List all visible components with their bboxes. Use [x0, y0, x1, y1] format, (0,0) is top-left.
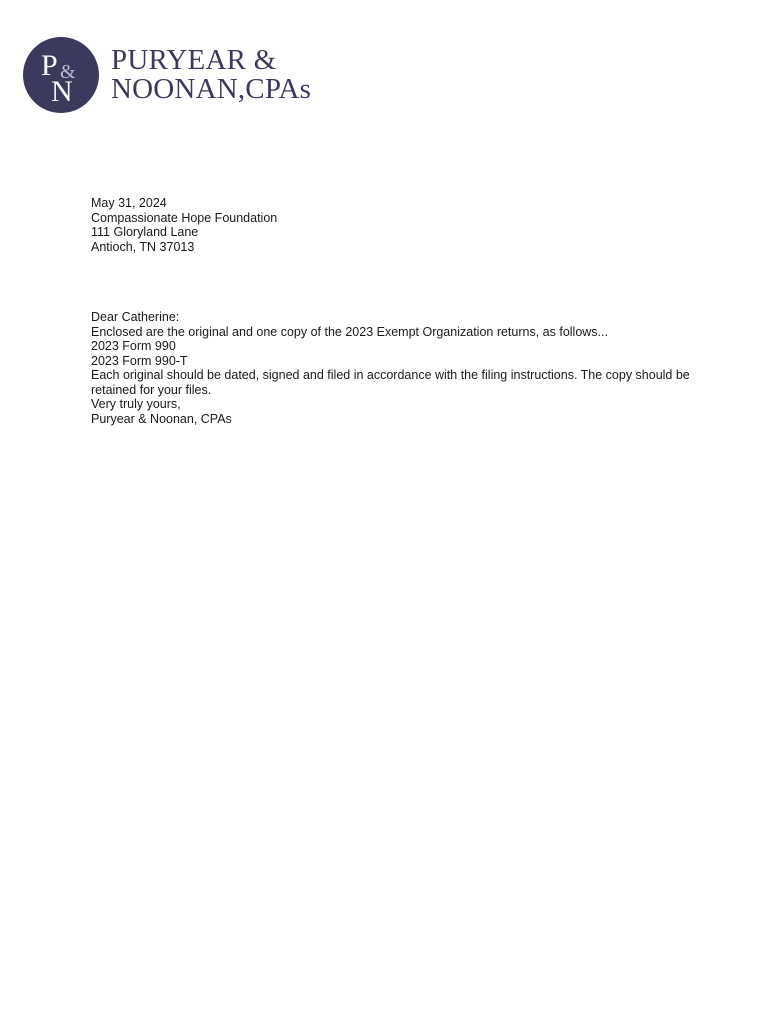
signature: Puryear & Noonan, CPAs [91, 411, 232, 426]
form-item: 2023 Form 990-T [91, 353, 188, 368]
recipient-city-state-zip: Antioch, TN 37013 [91, 239, 195, 254]
form-item: 2023 Form 990 [91, 339, 176, 353]
firm-logo-monogram [23, 37, 99, 113]
monogram-ampersand: & [60, 61, 76, 83]
recipient-street: 111 Gloryland Lane [91, 225, 199, 239]
recipient-address [91, 211, 691, 255]
monogram-letter-p: P [41, 49, 58, 82]
letter-date: May 31, 2024 [91, 196, 167, 210]
letter-body [91, 196, 691, 426]
firm-name-line1: PURYEAR & [111, 44, 277, 76]
recipient-name: Compassionate Hope Foundation [91, 210, 278, 225]
instructions-paragraph: Each original should be dated, signed and filed in accordance with the filing instructions. The copy should be retained for your files. [91, 368, 690, 397]
firm-name-line2: NOONAN,CPAs [111, 73, 312, 105]
firm-name [111, 46, 311, 104]
closing: Very truly yours, [91, 397, 181, 411]
salutation: Dear Catherine: [91, 310, 180, 324]
monogram-letter-n: N [51, 75, 73, 108]
intro-paragraph: Enclosed are the original and one copy of the 2023 Exempt Organization returns, as follows... [91, 324, 608, 339]
monogram-icon [23, 37, 99, 113]
letterhead [23, 37, 311, 113]
